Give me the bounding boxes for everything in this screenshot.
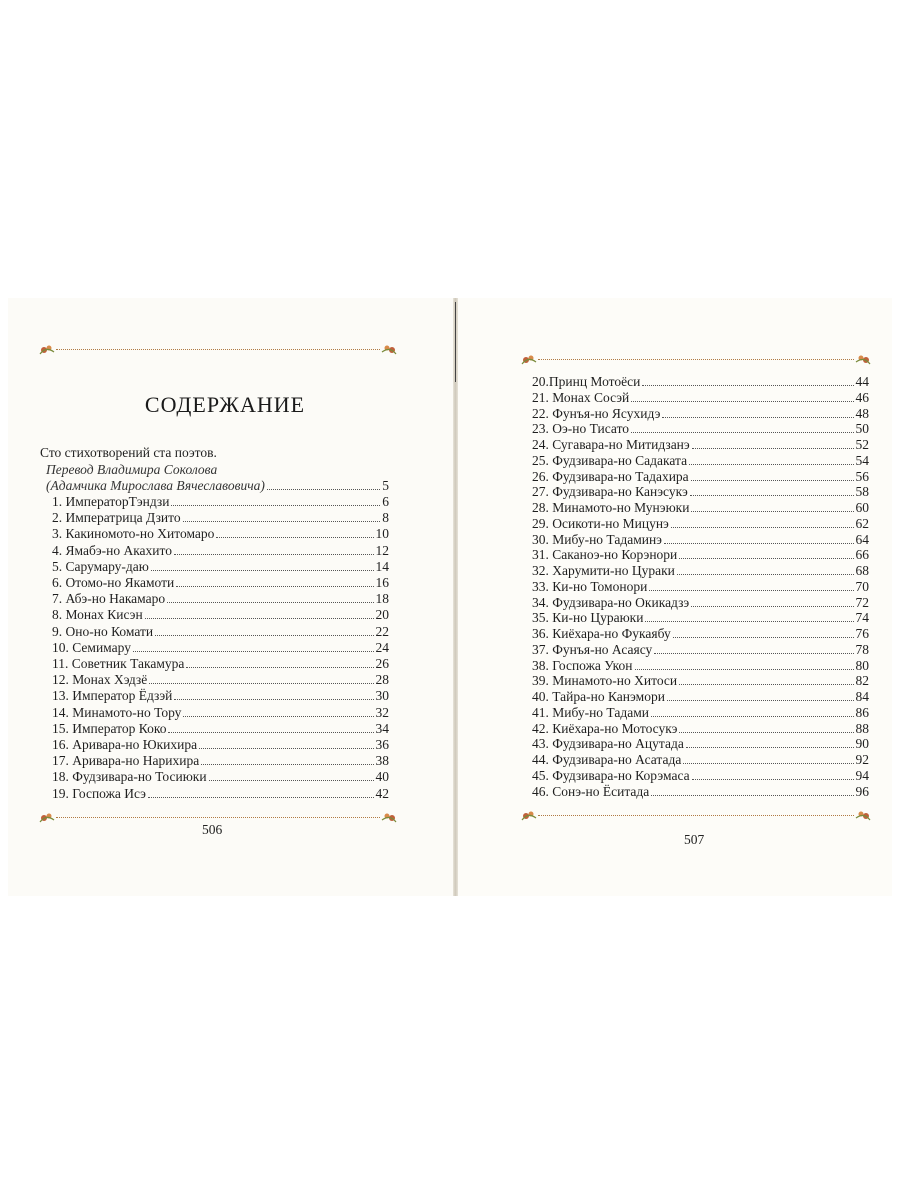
- toc-entry: [532, 563, 869, 579]
- dot-leader: [642, 375, 853, 386]
- page-number-left: 506: [202, 822, 223, 837]
- toc-entry: [52, 510, 389, 526]
- dot-leader: [679, 722, 853, 733]
- dot-leader: [148, 787, 374, 798]
- dot-leader: [168, 722, 373, 733]
- toc-entry: [532, 736, 869, 752]
- toc-entry-label: 41. Мибу-но Тадами: [532, 704, 649, 720]
- section-heading: Сто стихотворений ста поэтов.: [40, 445, 217, 460]
- toc-entry-label: 9. Оно-но Комати: [52, 623, 154, 639]
- toc-entry-page: 10: [375, 526, 389, 542]
- toc-entry-page: 66: [855, 547, 869, 563]
- toc-entry: [532, 547, 869, 563]
- toc-entry: [532, 421, 869, 437]
- page-title: СОДЕРЖАНИЕ: [144, 392, 306, 417]
- dot-leader: [183, 706, 373, 717]
- toc-entry-page: 40: [375, 769, 389, 785]
- toc-entry: [52, 575, 389, 591]
- toc-entry: [52, 526, 389, 542]
- toc-entry-page: 60: [855, 500, 869, 515]
- toc-entry-page: 74: [855, 610, 869, 626]
- toc-entry-page: 36: [375, 737, 389, 752]
- toc-entry-page: 84: [855, 689, 869, 704]
- toc-entry-label: 21. Монах Сосэй: [532, 389, 630, 405]
- toc-entry: [52, 494, 389, 510]
- dot-leader: [186, 657, 373, 668]
- dot-leader: [691, 470, 854, 481]
- toc-entry: [532, 626, 869, 642]
- toc-entry-label: 1. ИмператорТэндзи: [52, 494, 170, 509]
- toc-entry-page: 82: [855, 673, 869, 689]
- toc-entry: [52, 705, 389, 721]
- toc-entry: [532, 642, 869, 658]
- dot-leader: [667, 690, 854, 701]
- flower-ornament-icon: [38, 810, 56, 826]
- dot-leader: [651, 706, 854, 717]
- dot-leader: [171, 495, 380, 506]
- toc-entry: [532, 705, 869, 721]
- toc-entry-page: 18: [375, 591, 389, 607]
- dot-leader: [645, 611, 853, 622]
- dot-leader: [167, 592, 373, 603]
- dot-leader: [174, 689, 373, 700]
- toc-entry: [532, 516, 869, 532]
- flower-ornament-icon: [854, 352, 872, 368]
- dot-leader: [155, 625, 373, 636]
- toc-entry: [52, 737, 389, 753]
- dot-leader: [149, 673, 373, 684]
- flower-ornament-icon: [380, 810, 398, 826]
- toc-entry-page: 52: [855, 437, 869, 452]
- toc-entry-label: 36. Киёхара-но Фукаябу: [532, 626, 671, 641]
- dot-leader: [174, 544, 374, 555]
- toc-entry-label: 42. Киёхара-но Мотосукэ: [532, 720, 678, 736]
- toc-entry-page: 14: [375, 558, 389, 574]
- toc-entry-label: 19. Госпожа Исэ: [52, 785, 146, 801]
- toc-entry-page: 54: [855, 452, 869, 468]
- dot-leader: [649, 580, 853, 591]
- toc-entry-label: 31. Саканоэ-но Корэнори: [532, 547, 678, 563]
- toc-entry: [52, 672, 389, 688]
- toc-entry-label: 43. Фудзивара-но Ацутада: [532, 736, 684, 752]
- toc-entry-label: 32. Харумити-но Цураки: [532, 563, 675, 578]
- toc-entry-label: 18. Фудзивара-но Тосиюки: [52, 769, 207, 785]
- toc-entry-label: 2. Императрица Дзито: [52, 510, 181, 526]
- dot-leader: [151, 560, 374, 571]
- dot-leader: [679, 674, 853, 685]
- dot-leader: [199, 738, 373, 749]
- toc-entry-label: 17. Аривара-но Нарихира: [52, 753, 200, 769]
- toc-entry-label: 37. Фунъя-но Асаясу: [532, 641, 653, 657]
- dot-leader: [631, 422, 853, 433]
- toc-entry-label: 30. Мибу-но Тадаминэ: [532, 531, 662, 547]
- toc-entry-page: 62: [855, 515, 869, 531]
- toc-entry: [532, 374, 869, 390]
- toc-entry: [532, 469, 869, 485]
- flower-ornament-icon: [854, 808, 872, 824]
- toc-entry-page: 78: [855, 641, 869, 657]
- toc-entry-label: 15. Император Коко: [52, 720, 167, 736]
- toc-entry-page: 70: [855, 578, 869, 594]
- toc-entry: [532, 673, 869, 689]
- toc-entry-label: 34. Фудзивара-но Окикадзэ: [532, 594, 690, 610]
- toc-entry-label: 13. Император Ёдзэй: [52, 688, 173, 704]
- toc-entry-page: 44: [855, 374, 869, 389]
- toc-entry-page: 28: [375, 672, 389, 688]
- toc-entry-label: 35. Ки-но Цураюки: [532, 610, 644, 626]
- dot-leader: [133, 641, 374, 652]
- toc-entry: [532, 658, 869, 674]
- toc-entry-label: 25. Фудзивара-но Садаката: [532, 452, 688, 468]
- toc-entry-label: 5. Сарумару-даю: [52, 558, 149, 574]
- toc-entry-page: 76: [855, 626, 869, 641]
- toc-entry-label: 11. Советник Такамура: [52, 656, 185, 671]
- toc-entry: [532, 484, 869, 500]
- toc-entry-label: 8. Монах Кисэн: [52, 607, 143, 623]
- toc-entry-page: 38: [375, 753, 389, 769]
- toc-entry-page: 68: [855, 563, 869, 578]
- toc-entry-label: 38. Госпожа Укон: [532, 657, 633, 673]
- toc-entry: [532, 406, 869, 422]
- toc-entry-label: 29. Осикоти-но Мицунэ: [532, 515, 669, 531]
- toc-entry: [52, 688, 389, 704]
- toc-entry-label: 45. Фудзивара-но Корэмаса: [532, 767, 690, 783]
- toc-entry-label: 7. Абэ-но Накамаро: [52, 591, 166, 607]
- toc-entry-page: 8: [382, 510, 389, 526]
- dot-leader: [201, 754, 373, 765]
- toc-entry-label: 3. Какиномото-но Хитомаро: [52, 526, 215, 542]
- dot-leader: [692, 769, 854, 780]
- dot-leader: [664, 533, 854, 544]
- toc-entry-label: 33. Ки-но Томонори: [532, 578, 648, 594]
- toc-entry: [532, 579, 869, 595]
- page-number-right: 507: [684, 832, 705, 847]
- toc-entry: [532, 500, 869, 516]
- toc-entry-page: 30: [375, 688, 389, 704]
- toc-entry-label: 4. Ямабэ-но Акахито: [52, 542, 172, 558]
- toc-entry: [532, 721, 869, 737]
- toc-entry-page: 12: [375, 542, 389, 558]
- toc-entry-page: 90: [855, 736, 869, 752]
- toc-entry-page: 88: [855, 720, 869, 736]
- toc-entry: [52, 624, 389, 640]
- dot-leader: [176, 576, 373, 587]
- top-ornament-right: [520, 352, 872, 368]
- toc-entry-page: 64: [855, 531, 869, 547]
- toc-entry-label: 27. Фудзивара-но Канэсукэ: [532, 484, 688, 500]
- flower-ornament-icon: [38, 342, 56, 358]
- toc-entry-label: 10. Семимару: [52, 639, 131, 655]
- toc-entry-page: 56: [855, 468, 869, 484]
- toc-entry-page: 96: [855, 783, 869, 799]
- toc-entry: [532, 532, 869, 548]
- toc-entry-page: 24: [375, 639, 389, 655]
- toc-entry-page: 20: [375, 607, 389, 623]
- toc-entry-page: 6: [382, 494, 389, 509]
- toc-entry: [52, 656, 389, 672]
- toc-entry-label: 44. Фудзивара-но Асатада: [532, 752, 682, 767]
- dot-leader: [690, 485, 854, 496]
- toc-entry: [532, 784, 869, 800]
- dot-leader: [662, 407, 853, 418]
- toc-entry-label: 22. Фунъя-но Ясухидэ: [532, 405, 661, 421]
- toc-entry: [52, 640, 389, 656]
- toc-entry-label: 16. Аривара-но Юкихира: [52, 737, 198, 752]
- dot-leader: [679, 548, 853, 559]
- toc-entry-page: 48: [855, 405, 869, 421]
- toc-entry: [52, 769, 389, 785]
- translator-entry: [46, 478, 389, 494]
- translator-line: Перевод Владимира Соколова: [46, 462, 218, 477]
- dot-leader: [651, 785, 853, 796]
- dot-leader: [691, 596, 853, 607]
- toc-entry-page: 32: [375, 704, 389, 720]
- toc-entry-page: 26: [375, 656, 389, 671]
- translator-label: (Адамчика Мирослава Вячеславовича): [46, 478, 265, 493]
- dot-leader: [686, 737, 854, 748]
- toc-entry-label: 24. Сугавара-но Митидзанэ: [532, 437, 690, 452]
- toc-entry-page: 34: [375, 720, 389, 736]
- toc-entry-label: 28. Минамото-но Мунэюки: [532, 500, 690, 515]
- dot-leader: [183, 511, 381, 522]
- toc-entry: [52, 559, 389, 575]
- toc-entry-page: 42: [375, 785, 389, 801]
- toc-entry: [52, 607, 389, 623]
- toc-entry: [532, 752, 869, 768]
- toc-entry-page: 16: [375, 575, 389, 590]
- dot-leader: [673, 627, 854, 638]
- toc-entry: [52, 543, 389, 559]
- toc-entry: [532, 610, 869, 626]
- dot-leader: [267, 479, 380, 490]
- toc-entry: [532, 390, 869, 406]
- toc-entry: [52, 786, 389, 802]
- toc-entry-page: 86: [855, 704, 869, 720]
- toc-entry: [52, 753, 389, 769]
- toc-entry: [532, 437, 869, 453]
- flower-ornament-icon: [380, 342, 398, 358]
- spine-crease-line: [455, 302, 456, 382]
- toc-entry-page: 58: [855, 484, 869, 500]
- dot-leader: [692, 438, 854, 449]
- dot-leader: [671, 517, 854, 528]
- toc-entry-page: 92: [855, 752, 869, 767]
- toc-entry-label: 23. Оэ-но Тисато: [532, 421, 630, 437]
- toc-entry: [532, 768, 869, 784]
- dot-leader: [145, 608, 374, 619]
- bottom-ornament-right: [520, 808, 872, 824]
- top-ornament-left: [38, 342, 398, 358]
- dot-leader: [635, 659, 854, 670]
- dot-leader: [209, 770, 374, 781]
- toc-entry-label: 14. Минамото-но Тору: [52, 704, 182, 720]
- dot-leader: [631, 391, 853, 402]
- toc-entry-label: 40. Тайра-но Канэмори: [532, 689, 665, 704]
- page-ref: 5: [382, 478, 389, 493]
- flower-ornament-icon: [520, 352, 538, 368]
- dot-leader: [683, 753, 853, 764]
- flower-ornament-icon: [520, 808, 538, 824]
- toc-entry-label: 39. Минамото-но Хитоси: [532, 673, 678, 689]
- toc-entry: [52, 591, 389, 607]
- toc-entry: [52, 721, 389, 737]
- toc-entry-page: 80: [855, 657, 869, 673]
- dot-leader: [689, 454, 853, 465]
- toc-entry: [532, 595, 869, 611]
- toc-entry-page: 72: [855, 594, 869, 610]
- toc-entry-label: 26. Фудзивара-но Тадахира: [532, 468, 689, 484]
- dot-leader: [677, 564, 854, 575]
- toc-entry-label: 20.Принц Мотоёси: [532, 374, 641, 389]
- toc-entry-page: 94: [855, 767, 869, 783]
- toc-entry-label: 6. Отомо-но Якамоти: [52, 575, 175, 590]
- dot-leader: [216, 527, 373, 538]
- toc-entry-label: 46. Сонэ-но Ёситада: [532, 783, 650, 799]
- toc-entry-page: 46: [855, 389, 869, 405]
- toc-entry-label: 12. Монах Хэдзё: [52, 672, 148, 688]
- toc-entry-page: 50: [855, 421, 869, 437]
- dot-leader: [654, 643, 853, 654]
- toc-entry: [532, 689, 869, 705]
- toc-entry: [532, 453, 869, 469]
- dot-leader: [691, 501, 853, 512]
- toc-entry-page: 22: [375, 623, 389, 639]
